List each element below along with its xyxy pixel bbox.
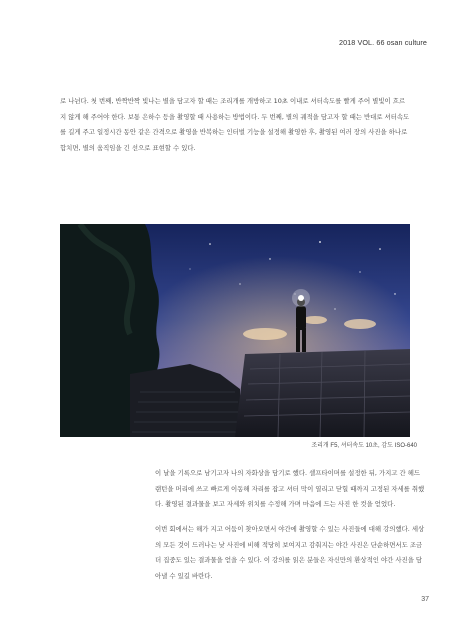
photo-caption: 조리개 F5, 셔터속도 10초, 감도 ISO-640 <box>311 443 417 449</box>
middle-paragraph: 이 날을 기록으로 남기고자 나의 자화상을 담기로 했다. 셀프타이머를 설정한 뒤, 가지고 간 헤드랜턴을 머리에 쓰고 빠르게 이동해 자리를 잡고 셔터 막이 열리고 닫힐 때까지 고정된 자세를 취했다. 촬영된 결과물을 보고 자세와 위치를 수정해 가며 마음에 드는 사진 한 컷을 얻었다. <box>155 469 425 509</box>
closing-paragraph: 이번 회에서는 해가 지고 어둠이 찾아오면서 야간에 촬영할 수 있는 사진들에 대해 강의했다. 세상의 모든 것이 드러나는 낮 사진에 비해 적당히 보여지고 감춰지는 야간 사진은 단순하면서도 조금 더 집중도 있는 결과물을 얻을 수 있다. 이 강의를 읽은 분들은 자신만의 환상적인 야간 사진을 담아낼 수 있길 바란다. <box>155 525 425 580</box>
page-number: 37 <box>421 596 429 603</box>
photo-illustration <box>60 224 410 437</box>
night-self-portrait-photo <box>60 224 410 437</box>
intro-paragraph: 로 나뉜다. 첫 번째, 반짝반짝 빛나는 별을 담고자 할 때는 조리개를 개방하고 10초 이내로 셔터속도를 빨게 주어 별빛이 흐르지 않게 해 주어야 한다. 보통 은하수 등을 촬영할 때 사용하는 방법이다. 두 번째, 별의 궤적을 담고자 할 때는 반대로 셔터속도를 길게 주고 일정시간 동안 같은 간격으로 촬영을 반복하는 인터벌 기능을 설정해 촬영한 후, 촬영된 여러 장의 사진을 하나로 합치면, 별의 움직임을 긴 선으로 표현할 수 있다. <box>60 97 410 152</box>
stone-wall <box>235 349 410 437</box>
running-header: 2018 VOL. 66 osan culture <box>338 38 427 47</box>
